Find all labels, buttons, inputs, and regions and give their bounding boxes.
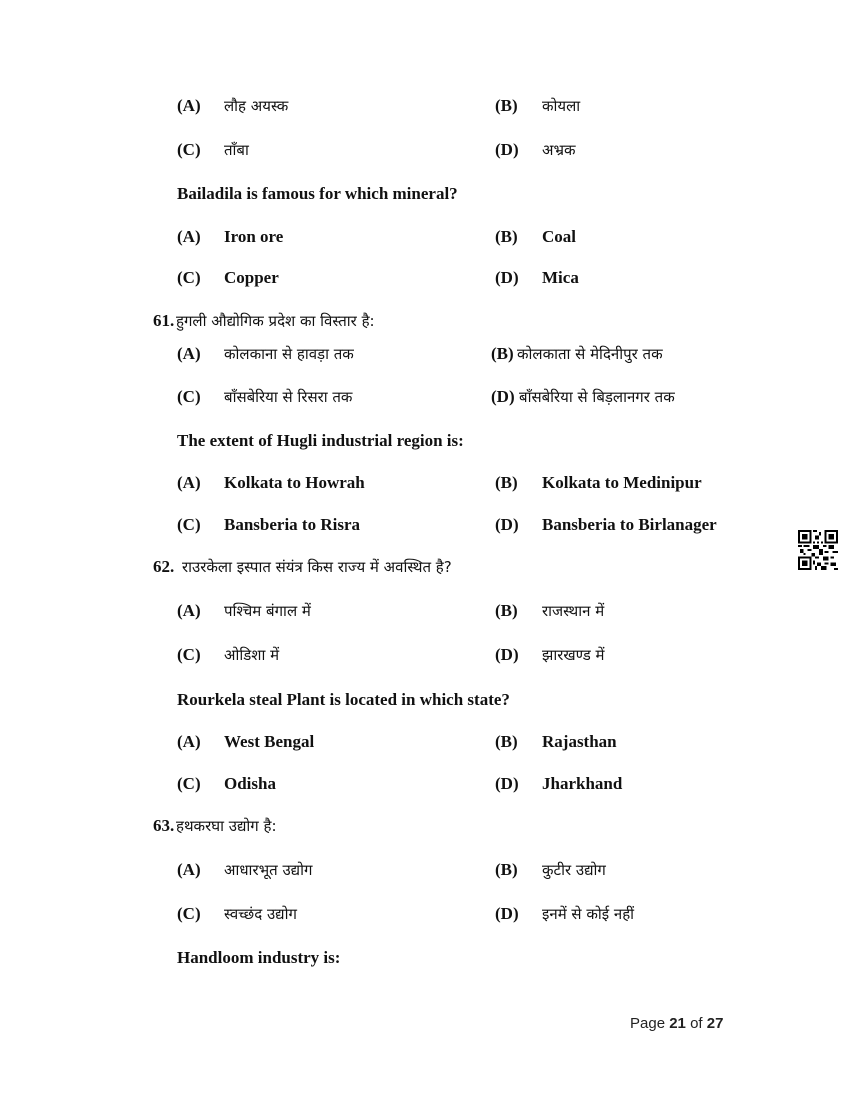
q61-hi-option-c-label: (C) xyxy=(177,387,201,406)
q62-en-option-b-label: (B) xyxy=(495,732,518,751)
q61-hi-option-a: कोलकाना से हावड़ा तक xyxy=(224,345,354,363)
q61-en-option-d-label: (D) xyxy=(495,515,519,534)
q62-en-option-b: Rajasthan xyxy=(542,732,617,751)
q62-hi-option-d: झारखण्ड में xyxy=(542,646,605,664)
q61-hi-option-d-label: (D) xyxy=(491,387,515,406)
q62-en-question: Rourkela steal Plant is located in which state? xyxy=(177,690,510,709)
q61-en-option-c: Bansberia to Risra xyxy=(224,515,360,534)
q62-hi-question: राउरकेला इस्पात संयंत्र किस राज्य में अवस्थित है? xyxy=(182,558,452,576)
q61-en-option-a: Kolkata to Howrah xyxy=(224,473,365,492)
q61-en-option-a-label: (A) xyxy=(177,473,201,492)
q62-number: 62. xyxy=(153,557,175,576)
q60-hi-option-b: कोयला xyxy=(542,97,581,115)
q63-number: 63. xyxy=(153,816,175,835)
q62-en-option-a-label: (A) xyxy=(177,732,201,751)
q60-en-option-a: Iron ore xyxy=(224,227,284,246)
q61-en-question: The extent of Hugli industrial region is: xyxy=(177,431,464,450)
q60-hi-option-c: ताँबा xyxy=(224,141,249,159)
q60-hi-option-b-label: (B) xyxy=(495,96,518,115)
q62-hi-option-b: राजस्थान में xyxy=(542,602,605,620)
q62-en-option-d-label: (D) xyxy=(495,774,519,793)
page-word: Page xyxy=(630,1015,666,1032)
q61-hi-option-b: कोलकाता से मेदिनीपुर तक xyxy=(517,345,663,363)
q62-hi-option-d-label: (D) xyxy=(495,645,519,664)
q62-hi-option-a-label: (A) xyxy=(177,601,201,620)
q60-en-option-b: Coal xyxy=(542,227,576,246)
q60-en-option-d-label: (D) xyxy=(495,268,519,287)
q63-hi-option-a: आधारभूत उद्योग xyxy=(224,861,313,879)
q62-hi-option-b-label: (B) xyxy=(495,601,518,620)
qr-code xyxy=(798,530,838,570)
q61-en-option-d: Bansberia to Birlanager xyxy=(542,515,717,534)
q61-en-option-c-label: (C) xyxy=(177,515,201,534)
q62-en-option-c-label: (C) xyxy=(177,774,201,793)
q60-en-option-c: Copper xyxy=(224,268,279,287)
of-word: of xyxy=(690,1015,703,1032)
q62-en-option-d: Jharkhand xyxy=(542,774,623,793)
q63-hi-option-a-label: (A) xyxy=(177,860,201,879)
current-page: 21 xyxy=(669,1015,686,1032)
q61-hi-option-d: बाँसबेरिया से बिड़लानगर तक xyxy=(519,388,675,406)
q63-hi-option-b: कुटीर उद्योग xyxy=(542,861,606,879)
q60-hi-option-a: लौह अयस्क xyxy=(224,97,289,115)
q60-en-option-a-label: (A) xyxy=(177,227,201,246)
q60-en-option-c-label: (C) xyxy=(177,268,201,287)
q63-hi-question: हथकरघा उद्योग है: xyxy=(176,817,277,835)
q63-hi-option-c: स्वच्छंद उद्योग xyxy=(224,905,297,923)
q60-en-question: Bailadila is famous for which mineral? xyxy=(177,184,458,203)
q60-en-option-d: Mica xyxy=(542,268,579,287)
q63-hi-option-d: इनमें से कोई नहीं xyxy=(542,905,635,923)
q61-number: 61. xyxy=(153,311,175,330)
q61-hi-option-b-label: (B) xyxy=(491,344,514,363)
q61-hi-option-a-label: (A) xyxy=(177,344,201,363)
page-number xyxy=(630,1015,723,1032)
q63-en-question: Handloom industry is: xyxy=(177,948,341,967)
q63-hi-option-d-label: (D) xyxy=(495,904,519,923)
q62-hi-option-a: पश्चिम बंगाल में xyxy=(224,602,311,620)
q63-hi-option-b-label: (B) xyxy=(495,860,518,879)
q62-en-option-a: West Bengal xyxy=(224,732,315,751)
q60-hi-option-a-label: (A) xyxy=(177,96,201,115)
q60-hi-option-d: अभ्रक xyxy=(542,141,576,159)
q62-hi-option-c-label: (C) xyxy=(177,645,201,664)
q61-hi-option-c: बाँसबेरिया से रिसरा तक xyxy=(224,388,353,406)
q60-en-option-b-label: (B) xyxy=(495,227,518,246)
q60-hi-option-d-label: (D) xyxy=(495,140,519,159)
q62-hi-option-c: ओडिशा में xyxy=(224,646,280,664)
q62-en-option-c: Odisha xyxy=(224,774,276,793)
q60-hi-option-c-label: (C) xyxy=(177,140,201,159)
total-pages: 27 xyxy=(706,1015,724,1032)
q61-en-option-b-label: (B) xyxy=(495,473,518,492)
q63-hi-option-c-label: (C) xyxy=(177,904,201,923)
q61-en-option-b: Kolkata to Medinipur xyxy=(542,473,702,492)
q61-hi-question: हुगली औद्योगिक प्रदेश का विस्तार है: xyxy=(176,312,375,330)
